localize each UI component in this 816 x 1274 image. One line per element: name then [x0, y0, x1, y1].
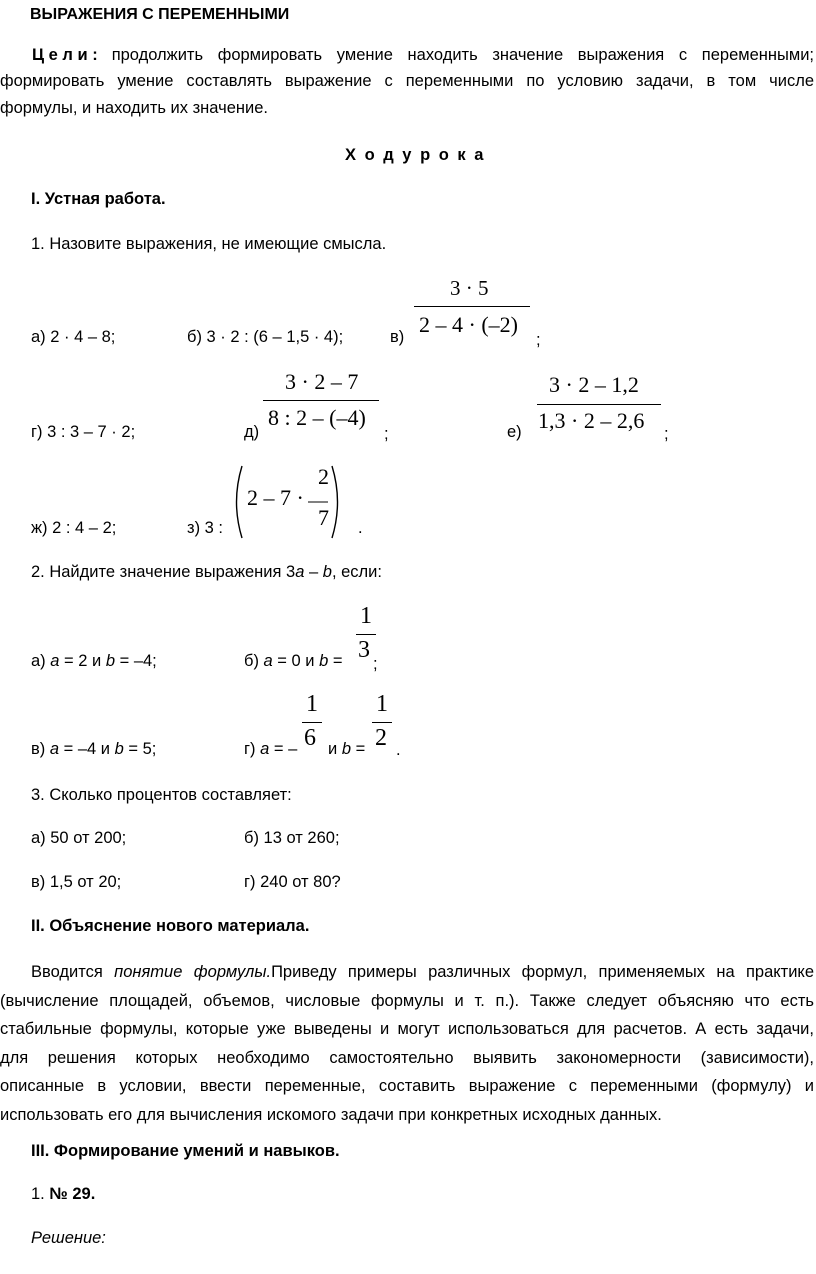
goals-text-1: продолжить формировать умение находить значение выражения с переменными; [111, 46, 814, 64]
section-2-line-2: (вычисление площадей, объемов, числовые формулы и т. п.). Также следует объясняю что есть [0, 991, 814, 1010]
task-1-a: а) 2 · 4 – 8; [31, 328, 116, 346]
task-2-g-fraction-bar-2 [372, 722, 392, 723]
task-1-v-label: в) [390, 328, 405, 346]
section-1-heading: I. Устная работа. [31, 190, 166, 208]
section-2-line-6: использовать его для вычисления искомого задачи при конкретных исходных данных. [0, 1105, 662, 1124]
task-1-z-inner: 2 – 7 · [247, 485, 304, 510]
task-1-e-numerator: 3 · 2 – 1,2 [549, 372, 639, 397]
task-1-e-end: ; [664, 425, 669, 443]
task-1-e-label: е) [507, 423, 522, 441]
task-1-z-label: з) 3 : [187, 519, 223, 537]
task-2-b-end: ; [373, 655, 378, 673]
task-2-v: в) a = –4 и b = 5; [31, 740, 157, 758]
task-2-g-end: . [396, 741, 401, 759]
task-1-g: г) 3 : 3 – 7 · 2; [31, 423, 136, 441]
task-3-text: 3. Сколько процентов составляет: [31, 786, 292, 804]
task-2-g: г) a = – [244, 740, 298, 758]
task-2-a: а) a = 2 и b = –4; [31, 652, 157, 670]
task-3-a: а) 50 от 200; [31, 829, 127, 847]
task-2-g-denominator-2: 2 [375, 725, 387, 751]
lesson-heading: Х о д у р о к а [345, 146, 486, 164]
goals-text-3: формулы, и находить их значение. [0, 99, 268, 117]
task-2-b: б) a = 0 и b = [244, 652, 343, 670]
task-3-b: б) 13 от 260; [244, 829, 340, 847]
goals-line-1 [0, 46, 814, 65]
task-2-g-rest: и b = [328, 740, 366, 758]
task-2-b-numerator: 1 [360, 603, 372, 629]
section-3-heading: III. Формирование умений и навыков. [31, 1142, 340, 1160]
task-2-b-fraction-bar [356, 634, 376, 635]
section-2-line-5: описанные в условии, ввести переменные, составить выражение с переменными (формулу) и [0, 1077, 814, 1095]
section-2-heading: II. Объяснение нового материала. [31, 917, 310, 935]
task-1-d-denominator: 8 : 2 – (–4) [268, 405, 366, 430]
task-1-d-fraction-bar [263, 400, 379, 401]
section-3-task: 1. № 29. [31, 1185, 96, 1203]
section-2-line-1: Вводится понятие формулы.Приведу примеры различных формул, применяемых на практике [31, 963, 814, 981]
task-1-z-numerator: 2 [318, 464, 329, 489]
task-2-g-denominator-1: 6 [304, 725, 316, 751]
task-2-g-numerator-2: 1 [376, 691, 388, 717]
task-1-d-numerator: 3 · 2 – 7 [285, 369, 359, 394]
goals-text-2: формировать умение составлять выражение с переменными по условию задачи, в том числе [0, 72, 814, 90]
task-1-e-denominator: 1,3 · 2 – 2,6 [538, 408, 645, 433]
task-1-v-denominator: 2 – 4 · (–2) [419, 312, 518, 337]
task-1-v-fraction-bar [414, 306, 530, 307]
task-1-d-end: ; [384, 425, 389, 443]
task-3-v: в) 1,5 от 20; [31, 873, 122, 891]
task-1-b: б) 3 · 2 : (6 – 1,5 · 4); [187, 328, 344, 346]
task-1-z-denominator: 7 [318, 505, 329, 530]
solution-label: Решение: [31, 1229, 106, 1247]
task-2-g-fraction-bar-1 [302, 722, 322, 723]
task-1-d-label: д) [244, 423, 260, 441]
task-1-v-end: ; [536, 331, 541, 349]
section-2-paragraph [0, 958, 814, 1129]
task-1-text: 1. Назовите выражения, не имеющие смысла. [31, 235, 387, 253]
section-2-line-3: стабильные формулы, которые уже выведены и могут использоваться для расчетов. А есть задачи, [0, 1020, 814, 1038]
page-title: ВЫРАЖЕНИЯ С ПЕРЕМЕННЫМИ [30, 6, 290, 23]
task-1-zh: ж) 2 : 4 – 2; [31, 519, 117, 537]
task-1-e-fraction-bar [537, 404, 661, 405]
section-2-line-4: для решения которых необходимо самостоятельно выявить закономерности (зависимости), [0, 1048, 814, 1067]
task-2-g-numerator-1: 1 [306, 691, 318, 717]
task-1-v-numerator: 3 · 5 [450, 276, 489, 300]
task-3-g: г) 240 от 80? [244, 873, 341, 891]
task-2-b-denominator: 3 [358, 637, 370, 663]
goals-label: Ц е л и : [32, 46, 98, 64]
task-1-z-end: . [358, 519, 363, 537]
task-2-text: 2. Найдите значение выражения 3a – b, если: [31, 563, 382, 581]
